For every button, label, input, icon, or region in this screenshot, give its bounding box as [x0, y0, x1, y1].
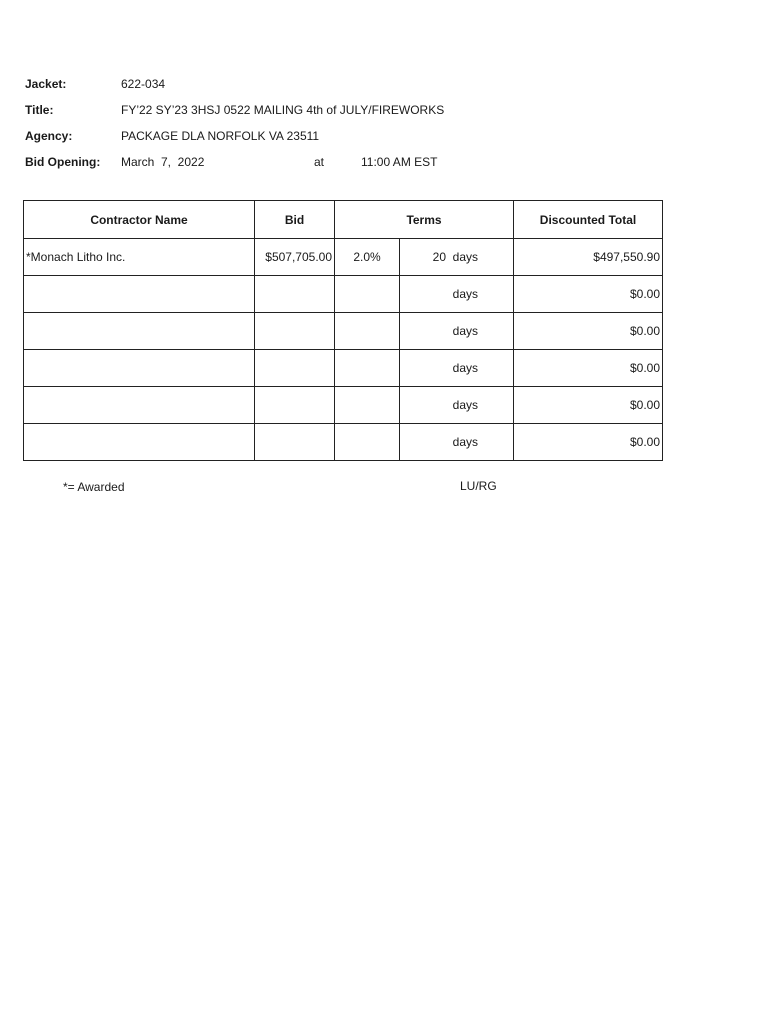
contractor-cell [24, 276, 255, 313]
bid-opening-row [25, 154, 445, 170]
contractor-cell [24, 387, 255, 424]
table-header-row [24, 201, 663, 239]
discount-percent-cell [335, 350, 400, 387]
discount-days-cell: days [400, 387, 514, 424]
discounted-total-cell: $0.00 [514, 276, 663, 313]
discount-percent-cell: 2.0% [335, 239, 400, 276]
discounted-total-cell: $0.00 [514, 313, 663, 350]
bid-cell [255, 387, 335, 424]
col-header-bid: Bid [255, 201, 335, 239]
table-row [24, 350, 663, 387]
discount-percent-cell [335, 276, 400, 313]
bid-table [23, 200, 663, 461]
bid-opening-time: 11:00 AM EST [361, 155, 438, 169]
awarded-note: *= Awarded [63, 480, 125, 494]
table-row [24, 424, 663, 461]
discount-days-cell: days [400, 350, 514, 387]
agency-value: PACKAGE DLA NORFOLK VA 23511 [121, 129, 320, 143]
agency-label: Agency: [25, 129, 73, 143]
title-label: Title: [25, 103, 54, 117]
col-header-total: Discounted Total [514, 201, 663, 239]
contractor-cell [24, 313, 255, 350]
contractor-cell [24, 424, 255, 461]
title-value: FY’22 SY’23 3HSJ 0522 MAILING 4th of JULY/FIREWORKS [121, 103, 445, 117]
bid-cell [255, 313, 335, 350]
col-header-contractor: Contractor Name [24, 201, 255, 239]
discounted-total-cell: $0.00 [514, 350, 663, 387]
discount-days-cell: days [400, 276, 514, 313]
bid-cell: $507,705.00 [255, 239, 335, 276]
bid-cell [255, 276, 335, 313]
table-row [24, 239, 663, 276]
jacket-label: Jacket: [25, 77, 67, 91]
preparer-initials: LU/RG [460, 479, 497, 493]
jacket-value: 622-034 [121, 77, 166, 91]
table-row [24, 313, 663, 350]
discounted-total-cell: $0.00 [514, 387, 663, 424]
bid-opening-at: at [314, 155, 325, 169]
discount-percent-cell [335, 313, 400, 350]
contractor-cell: *Monach Litho Inc. [24, 239, 255, 276]
table-row [24, 276, 663, 313]
bid-opening-date: March 7, 2022 [121, 155, 205, 169]
discount-days-cell: 20 days [400, 239, 514, 276]
contractor-cell [24, 350, 255, 387]
discount-days-cell: days [400, 424, 514, 461]
discounted-total-cell: $0.00 [514, 424, 663, 461]
bid-cell [255, 350, 335, 387]
discount-days-cell: days [400, 313, 514, 350]
bid-cell [255, 424, 335, 461]
discounted-total-cell: $497,550.90 [514, 239, 663, 276]
discount-percent-cell [335, 424, 400, 461]
col-header-terms: Terms [335, 201, 514, 239]
table-row [24, 387, 663, 424]
discount-percent-cell [335, 387, 400, 424]
bid-opening-label: Bid Opening: [25, 155, 101, 169]
